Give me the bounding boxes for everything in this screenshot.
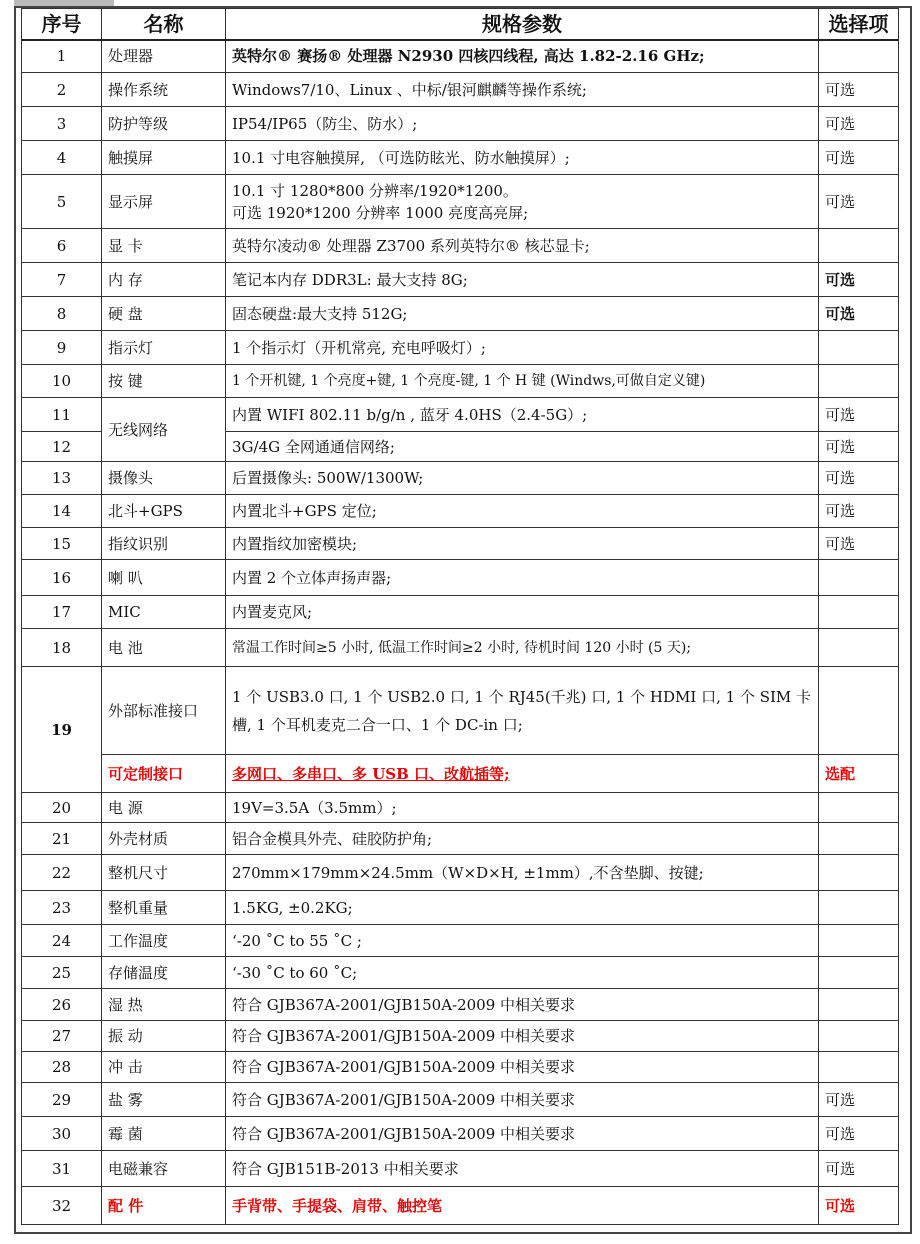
row-spec: 后置摄像头: 500W/1300W; [226, 462, 819, 495]
table-row [22, 107, 899, 141]
row-no: 17 [22, 596, 102, 629]
row-spec: Windows7/10、Linux 、中标/银河麒麟等操作系统; [226, 73, 819, 107]
table-row [22, 823, 899, 855]
row-option: 可选 [819, 297, 899, 331]
row-name: 显示屏 [102, 175, 226, 229]
row-no: 5 [22, 175, 102, 229]
row-spec [226, 175, 819, 229]
row-spec: 1 个开机键, 1 个亮度+键, 1 个亮度-键, 1 个 H 键 (Windws,可做自定义键) [226, 365, 819, 398]
row-spec: 3G/4G 全网通通信网络; [226, 432, 819, 462]
row-no: 25 [22, 957, 102, 989]
table-row [22, 989, 899, 1021]
row-name: 可定制接口 [102, 755, 226, 793]
row-option: 可选 [819, 1117, 899, 1151]
row-no: 27 [22, 1021, 102, 1052]
row-no: 16 [22, 560, 102, 596]
row-name: 按 键 [102, 365, 226, 398]
table-row [22, 1187, 899, 1225]
row-name: 整机重量 [102, 891, 226, 925]
table-header-row [22, 9, 899, 40]
row-spec-line: 10.1 寸 1280*800 分辨率/1920*1200。 [232, 181, 518, 200]
row-no: 28 [22, 1052, 102, 1083]
row-spec: 常温工作时间≥5 小时, 低温工作时间≥2 小时, 待机时间 120 小时 (5 天); [226, 629, 819, 667]
row-no: 31 [22, 1151, 102, 1187]
row-spec: 内置 WIFI 802.11 b/g/n , 蓝牙 4.0HS（2.4-5G）; [226, 398, 819, 432]
row-spec: 1 个指示灯（开机常亮, 充电呼吸灯）; [226, 331, 819, 365]
row-name: 霉 菌 [102, 1117, 226, 1151]
table-row [22, 263, 899, 297]
table-row [22, 891, 899, 925]
row-name: 盐 雾 [102, 1083, 226, 1117]
table-row [22, 629, 899, 667]
row-no: 10 [22, 365, 102, 398]
row-option [819, 331, 899, 365]
row-option [819, 891, 899, 925]
row-spec: ‘-30 ˚C to 60 ˚C; [226, 957, 819, 989]
table-row [22, 528, 899, 560]
row-option: 可选 [819, 398, 899, 432]
row-option: 可选 [819, 1083, 899, 1117]
table-row [22, 667, 899, 755]
row-option: 可选 [819, 495, 899, 528]
table-row [22, 793, 899, 823]
row-name: 整机尺寸 [102, 855, 226, 891]
row-spec: 符合 GJB151B-2013 中相关要求 [226, 1151, 819, 1187]
row-spec: 手背带、手提袋、肩带、触控笔 [226, 1187, 819, 1225]
row-no: 23 [22, 891, 102, 925]
row-option [819, 596, 899, 629]
table-row [22, 1052, 899, 1083]
row-no: 30 [22, 1117, 102, 1151]
row-spec: 固态硬盘:最大支持 512G; [226, 297, 819, 331]
row-spec: 铝合金模具外壳、硅胶防护角; [226, 823, 819, 855]
row-name: 电磁兼容 [102, 1151, 226, 1187]
row-option [819, 667, 899, 755]
row-spec: 内置北斗+GPS 定位; [226, 495, 819, 528]
row-option [819, 229, 899, 263]
table-row [22, 297, 899, 331]
row-no: 18 [22, 629, 102, 667]
row-option [819, 989, 899, 1021]
table-row [22, 755, 899, 793]
row-no: 3 [22, 107, 102, 141]
row-no: 29 [22, 1083, 102, 1117]
row-option [819, 793, 899, 823]
row-no: 26 [22, 989, 102, 1021]
row-no: 2 [22, 73, 102, 107]
row-no: 19 [22, 667, 102, 793]
row-spec: ‘-20 ˚C to 55 ˚C ; [226, 925, 819, 957]
row-name: 处理器 [102, 40, 226, 73]
row-option [819, 365, 899, 398]
table-row [22, 40, 899, 73]
row-no: 32 [22, 1187, 102, 1225]
row-spec-line: 可选 1920*1200 分辨率 1000 亮度高亮屏; [232, 203, 529, 222]
row-spec: 符合 GJB367A-2001/GJB150A-2009 中相关要求 [226, 1052, 819, 1083]
row-spec: 英特尔凌动® 处理器 Z3700 系列英特尔® 核芯显卡; [226, 229, 819, 263]
row-no: 15 [22, 528, 102, 560]
table-row [22, 925, 899, 957]
row-name: 电 池 [102, 629, 226, 667]
row-option: 可选 [819, 73, 899, 107]
row-option [819, 957, 899, 989]
row-no: 12 [22, 432, 102, 462]
row-name: 北斗+GPS [102, 495, 226, 528]
row-no: 20 [22, 793, 102, 823]
row-no: 8 [22, 297, 102, 331]
row-name: 振 动 [102, 1021, 226, 1052]
table-row [22, 141, 899, 175]
row-no: 6 [22, 229, 102, 263]
row-name: 指纹识别 [102, 528, 226, 560]
row-spec: 英特尔® 赛扬® 处理器 N2930 四核四线程, 高达 1.82-2.16 GHz; [226, 40, 819, 73]
row-name: 摄像头 [102, 462, 226, 495]
table-row [22, 331, 899, 365]
row-spec: 10.1 寸电容触摸屏, （可选防眩光、防水触摸屏）; [226, 141, 819, 175]
row-spec: 笔记本内存 DDR3L: 最大支持 8G; [226, 263, 819, 297]
row-no: 1 [22, 40, 102, 73]
table-row [22, 1151, 899, 1187]
row-no: 11 [22, 398, 102, 432]
row-no: 13 [22, 462, 102, 495]
row-name: 冲 击 [102, 1052, 226, 1083]
table-row [22, 462, 899, 495]
row-option: 可选 [819, 141, 899, 175]
row-no: 9 [22, 331, 102, 365]
table-row [22, 229, 899, 263]
row-no: 22 [22, 855, 102, 891]
table-row [22, 175, 899, 229]
row-option [819, 560, 899, 596]
row-option: 可选 [819, 528, 899, 560]
table-row [22, 73, 899, 107]
row-spec: 19V=3.5A（3.5mm）; [226, 793, 819, 823]
table-row [22, 1083, 899, 1117]
table-row [22, 495, 899, 528]
row-name: 外部标准接口 [102, 667, 226, 755]
row-name: 硬 盘 [102, 297, 226, 331]
row-option: 可选 [819, 1151, 899, 1187]
row-spec: 符合 GJB367A-2001/GJB150A-2009 中相关要求 [226, 1117, 819, 1151]
row-option: 可选 [819, 263, 899, 297]
row-name: 配 件 [102, 1187, 226, 1225]
row-option [819, 1052, 899, 1083]
row-name: 内 存 [102, 263, 226, 297]
row-no: 4 [22, 141, 102, 175]
table-row [22, 1117, 899, 1151]
row-spec: 内置 2 个立体声扬声器; [226, 560, 819, 596]
row-name: 操作系统 [102, 73, 226, 107]
row-option: 可选 [819, 462, 899, 495]
row-name: 触摸屏 [102, 141, 226, 175]
row-spec: 内置麦克风; [226, 596, 819, 629]
row-option: 可选 [819, 107, 899, 141]
row-spec [226, 755, 819, 793]
table-row [22, 855, 899, 891]
header-spec: 规格参数 [226, 9, 819, 40]
row-option [819, 1021, 899, 1052]
row-name: 无线网络 [102, 398, 226, 462]
row-name: 湿 热 [102, 989, 226, 1021]
row-name: MIC [102, 596, 226, 629]
header-name: 名称 [102, 9, 226, 40]
table-row [22, 398, 899, 432]
row-spec: 内置指纹加密模块; [226, 528, 819, 560]
row-no: 7 [22, 263, 102, 297]
row-option [819, 40, 899, 73]
table-row [22, 596, 899, 629]
row-spec: 符合 GJB367A-2001/GJB150A-2009 中相关要求 [226, 1021, 819, 1052]
row-spec: 1.5KG, ±0.2KG; [226, 891, 819, 925]
row-spec: IP54/IP65（防尘、防水）; [226, 107, 819, 141]
row-no: 21 [22, 823, 102, 855]
row-spec-text: 多网口、多串口、多 USB 口、改航插等; [232, 764, 510, 783]
row-name: 喇 叭 [102, 560, 226, 596]
row-spec: 符合 GJB367A-2001/GJB150A-2009 中相关要求 [226, 1083, 819, 1117]
table-row [22, 957, 899, 989]
row-name: 外壳材质 [102, 823, 226, 855]
row-no: 24 [22, 925, 102, 957]
table-row [22, 365, 899, 398]
row-option: 可选 [819, 432, 899, 462]
row-option: 可选 [819, 1187, 899, 1225]
header-no: 序号 [22, 9, 102, 40]
spec-table [21, 8, 899, 1225]
row-option [819, 629, 899, 667]
row-name: 显 卡 [102, 229, 226, 263]
row-spec: 270mm×179mm×24.5mm（W×D×H, ±1mm）,不含垫脚、按键; [226, 855, 819, 891]
row-name: 防护等级 [102, 107, 226, 141]
row-option: 选配 [819, 755, 899, 793]
row-no: 14 [22, 495, 102, 528]
row-option: 可选 [819, 175, 899, 229]
row-option [819, 855, 899, 891]
row-spec: 符合 GJB367A-2001/GJB150A-2009 中相关要求 [226, 989, 819, 1021]
table-row [22, 560, 899, 596]
row-name: 存储温度 [102, 957, 226, 989]
row-spec: 1 个 USB3.0 口, 1 个 USB2.0 口, 1 个 RJ45(千兆) 口, 1 个 HDMI 口, 1 个 SIM 卡槽, 1 个耳机麦克二合一口、1 个 DC-in 口; [226, 667, 819, 755]
row-option [819, 823, 899, 855]
table-row [22, 1021, 899, 1052]
row-name: 电 源 [102, 793, 226, 823]
row-option [819, 925, 899, 957]
header-option: 选择项 [819, 9, 899, 40]
row-name: 工作温度 [102, 925, 226, 957]
row-name: 指示灯 [102, 331, 226, 365]
